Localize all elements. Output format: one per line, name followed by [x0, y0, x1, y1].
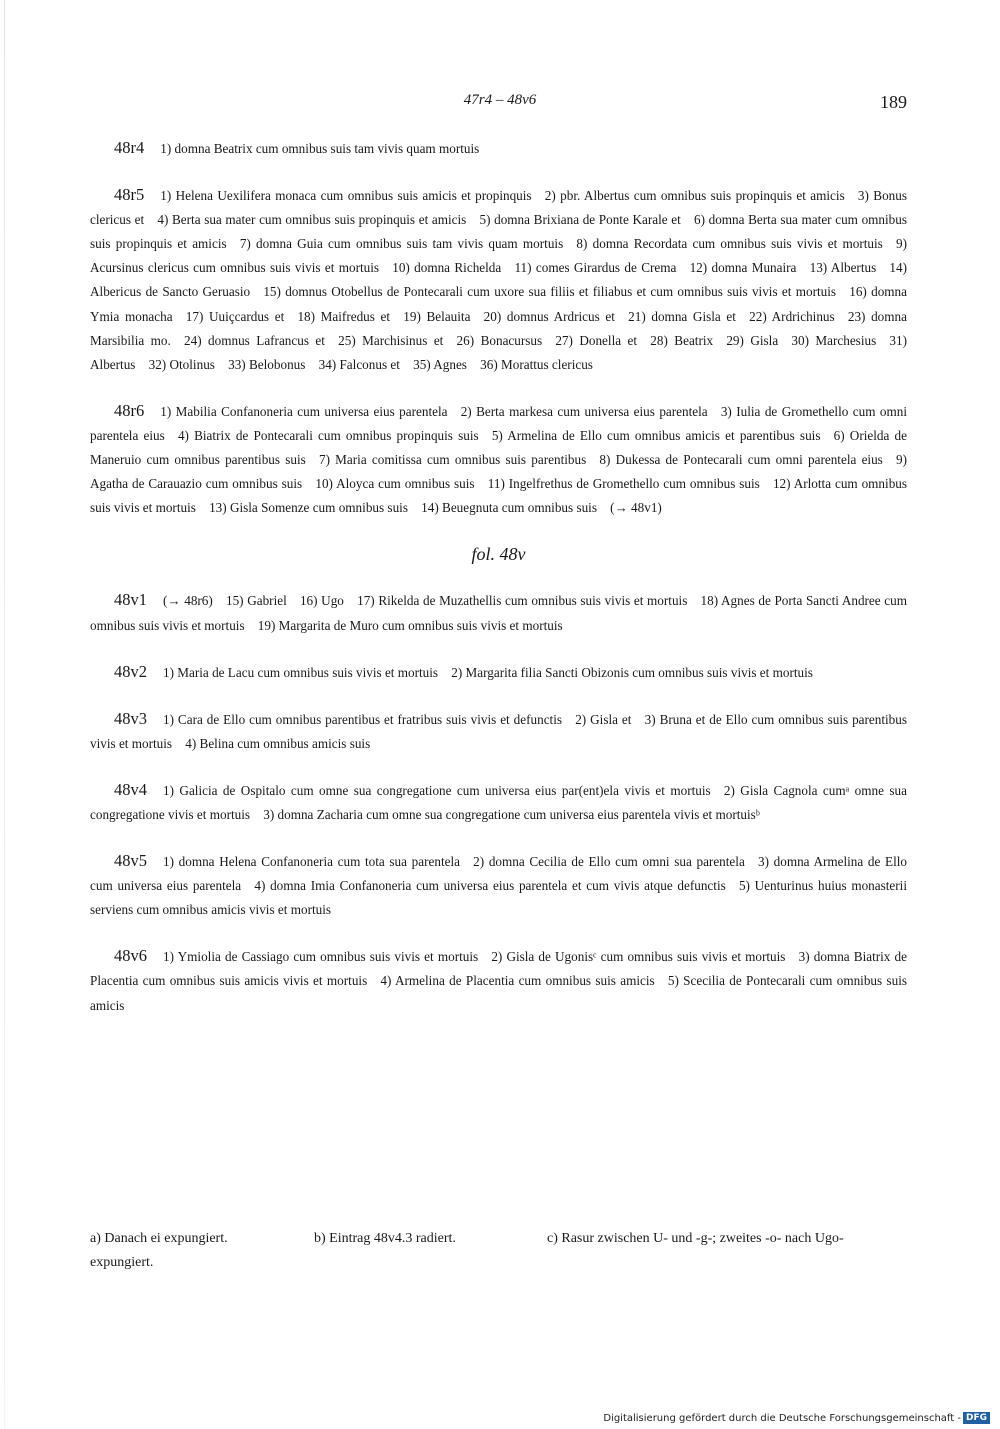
entry-48v6 [90, 944, 907, 1017]
entry-part: 9) Acursinus clericus cum omnibus suis vivis et mortuis [90, 236, 908, 276]
entry-part: 32) Otolinus [148, 356, 215, 372]
entry-part: 1) Galicia de Ospitalo cum omne sua congregatione cum universa eius par(ent)ela vivis et mortuis [163, 782, 711, 798]
footnotes [90, 1227, 907, 1275]
entry-48r6 [90, 399, 907, 520]
entry-part: 1) domna Beatrix cum omnibus suis tam vivis quam mortuis [160, 141, 480, 156]
entries-recto [90, 136, 907, 520]
entry-part: 21) domna Gisla et [628, 308, 736, 324]
entry-part: 15) Gabriel [225, 593, 287, 609]
entry-part: 19) Belauita [403, 308, 471, 324]
entry-part: 1) Cara de Ello cum omnibus parentibus et fratribus suis vivis et defunctis [163, 711, 563, 727]
entry-part: 4) Biatrix de Pontecarali cum omnibus propinquis suis [177, 427, 479, 443]
entry-part: 27) Donella et [555, 332, 638, 348]
entry-part: 4) domna Imia Confanoneria cum universa eius parentela et cum vivis atque defunctis [254, 878, 726, 894]
entry-part: 11) comes Girardus de Crema [514, 260, 677, 276]
entry-part: 3) domna Zacharia cum omne sua congregatione cum universa eius parentela vivis et mortuisᵇ [263, 806, 760, 822]
entry-part: 14) Beuegnuta cum omnibus suis [421, 500, 597, 516]
entry-part: 16) Ugo [299, 593, 344, 609]
entry-part: 3) Bonus clericus et [90, 188, 907, 228]
entry-part: 1) domna Helena Confanoneria cum tota sua parentela [163, 854, 460, 870]
entry-id: 48v5 [114, 851, 147, 871]
entry-48v5 [90, 849, 907, 922]
entry-id: 48r4 [114, 138, 145, 157]
entry-part: 25) Marchisinus et [338, 332, 444, 348]
entry-part: 11) Ingelfrethus de Gromethello cum omnibus suis [487, 476, 760, 492]
entry-part: 13) Gisla Somenze cum omnibus suis [209, 500, 408, 516]
entry-part: 13) Albertus [809, 260, 877, 276]
entry-part: (→ 48v1) [610, 500, 662, 516]
entry-part: 2) Gisla Cagnola cumᵃ omne sua congregatione vivis et mortuis [90, 782, 907, 822]
entry-part: 2) Gisla de Ugonisᶜ cum omnibus suis vivis et mortuis [491, 949, 786, 965]
entry-part: 2) domna Cecilia de Ello cum omni sua parentela [473, 854, 745, 870]
running-title: 47r4 – 48v6 [463, 92, 537, 108]
entry-part: 2) Gisla et [575, 711, 632, 727]
footnote-b: b) Eintrag 48v4.3 radiert. [314, 1231, 456, 1246]
entry-part: 2) pbr. Albertus cum omnibus suis propinquis et amicis [544, 188, 845, 204]
entry-part: 33) Belobonus [228, 356, 306, 372]
entry-48r5 [90, 183, 907, 377]
entry-part: (→ 48r6) [163, 593, 213, 609]
entry-part: 18) Maifredus et [297, 308, 391, 324]
entry-part: 3) Bruna et de Ello cum omnibus suis parentibus vivis et mortuis [90, 711, 907, 751]
entry-part: 17) Uuiçcardus et [185, 308, 285, 324]
entry-part: 10) Aloyca cum omnibus suis [315, 476, 475, 492]
entry-part: 8) Dukessa de Pontecarali cum omni parentela eius [599, 452, 883, 468]
entry-part: 1) Ymiolia de Cassiago cum omnibus suis vivis et mortuis [163, 949, 479, 965]
entry-part: 7) domna Guia cum omnibus suis tam vivis quam mortuis [239, 236, 564, 252]
entry-part: 15) domnus Otobellus de Pontecarali cum uxore sua filiis et filiabus et cum omnibus suis vivis et mortuis [263, 284, 837, 300]
entry-part: 1) Mabilia Confanoneria cum universa eius parentela [160, 403, 448, 419]
page-number: 189 [880, 92, 907, 112]
entry-48v1 [90, 588, 907, 637]
entry-48v4 [90, 778, 907, 827]
entry-part: 10) domna Richelda [392, 260, 502, 276]
entry-part: 20) domnus Ardricus et [483, 308, 615, 324]
entry-part: 9) Agatha de Carauazio cum omnibus suis [90, 452, 908, 492]
entry-part: 23) domna Marsibilia mo. [90, 308, 907, 348]
entry-48v2 [90, 660, 907, 685]
entry-id: 48v4 [114, 779, 147, 799]
entry-id: 48r6 [114, 400, 145, 420]
entry-part: 22) Ardrichinus [749, 308, 835, 324]
entry-part: 2) Berta markesa cum universa eius parentela [460, 403, 708, 419]
entry-part: 6) Orielda de Maneruio cum omnibus parentibus suis [90, 427, 907, 468]
entry-part: 4) Armelina de Placentia cum omnibus suis amicis [380, 973, 655, 989]
footnote-c: c) Rasur zwischen U- und -g-; zweites -o- nach Ugo- [547, 1231, 844, 1246]
entry-part: 4) Belina cum omnibus amicis suis [185, 735, 371, 751]
folio-heading: fol. 48v [471, 544, 526, 565]
footnote-a: a) Danach ei expungiert. [90, 1231, 228, 1246]
entry-part: 8) domna Recordata cum omnibus suis vivis et mortuis [576, 236, 883, 252]
entry-part: 5) Uenturinus huius monasterii serviens cum omnibus amicis vivis et mortuis [90, 878, 907, 918]
entry-part: 29) Gisla [726, 332, 779, 348]
entry-part: 14) Albericus de Sancto Geruasio [90, 260, 907, 300]
entries-verso [90, 588, 907, 1017]
entry-part: 17) Rikelda de Muzathellis cum omnibus suis vivis et mortuis [357, 593, 688, 609]
entry-part: 5) Scecilia de Pontecarali cum omnibus suis amicis [90, 973, 908, 1013]
entry-part: 6) domna Berta sua mater cum omnibus suis propinquis et amicis [90, 212, 907, 252]
entry-part: 35) Agnes [413, 356, 467, 372]
dfg-logo: DFG [963, 1412, 990, 1424]
entry-id: 48v2 [114, 661, 147, 681]
entry-part: 1) Maria de Lacu cum omnibus suis vivis et mortuis [163, 664, 439, 680]
entry-part: 7) Maria comitissa cum omnibus suis parentibus [318, 452, 587, 468]
entry-part: 19) Margarita de Muro cum omnibus suis vivis et mortuis [257, 617, 563, 633]
entry-part: 3) domna Armelina de Ello cum universa eius parentela [90, 854, 907, 894]
entry-part: 2) Margarita filia Sancti Obizonis cum omnibus suis vivis et mortuis [451, 664, 813, 680]
entry-id: 48r5 [114, 185, 145, 205]
credit-text: Digitalisierung gefördert durch die Deutsche Forschungsgemeinschaft - [603, 1413, 961, 1424]
entry-part: 5) Armelina de Ello cum omnibus amicis et parentibus suis [491, 427, 821, 443]
entry-48v3 [90, 707, 907, 756]
entry-part: 1) Helena Uexilifera monaca cum omnibus suis amicis et propinquis [160, 188, 532, 204]
entry-48r4 [90, 136, 907, 161]
entry-part: 28) Beatrix [650, 332, 714, 348]
entry-part: 24) domnus Lafrancus et [184, 332, 325, 348]
entry-part: 26) Bonacursus [456, 332, 543, 348]
entry-part: 5) domna Brixiana de Ponte Karale et [479, 212, 681, 228]
entry-part: 36) Morattus clericus [480, 356, 593, 372]
entry-part: 12) domna Munaira [689, 260, 797, 276]
entry-part: 12) Arlotta cum omnibus suis vivis et mortuis [90, 476, 908, 516]
entry-part: 31) Albertus [90, 332, 907, 372]
entry-part: 3) Iulia de Gromethello cum omni parentela eius [90, 403, 907, 443]
entry-part: 4) Berta sua mater cum omnibus suis propinquis et amicis [157, 212, 467, 228]
entry-part: 16) domna Ymia monacha [90, 284, 907, 324]
entry-part: 18) Agnes de Porta Sancti Andree cum omnibus suis vivis et mortuis [90, 593, 907, 633]
entry-id: 48v1 [114, 590, 147, 610]
entry-part: 3) domna Biatrix de Placentia cum omnibus suis amicis vivis et mortuis [90, 949, 907, 989]
scan-edge-mark [4, 0, 5, 1429]
entry-id: 48v6 [114, 946, 147, 966]
footnote-c-continuation: expungiert. [90, 1255, 154, 1270]
dfg-credit [603, 1412, 990, 1424]
entry-part: 30) Marchesius [791, 332, 877, 348]
entry-part: 34) Falconus et [318, 356, 400, 372]
edition-text [90, 136, 907, 1040]
entry-id: 48v3 [114, 708, 147, 728]
